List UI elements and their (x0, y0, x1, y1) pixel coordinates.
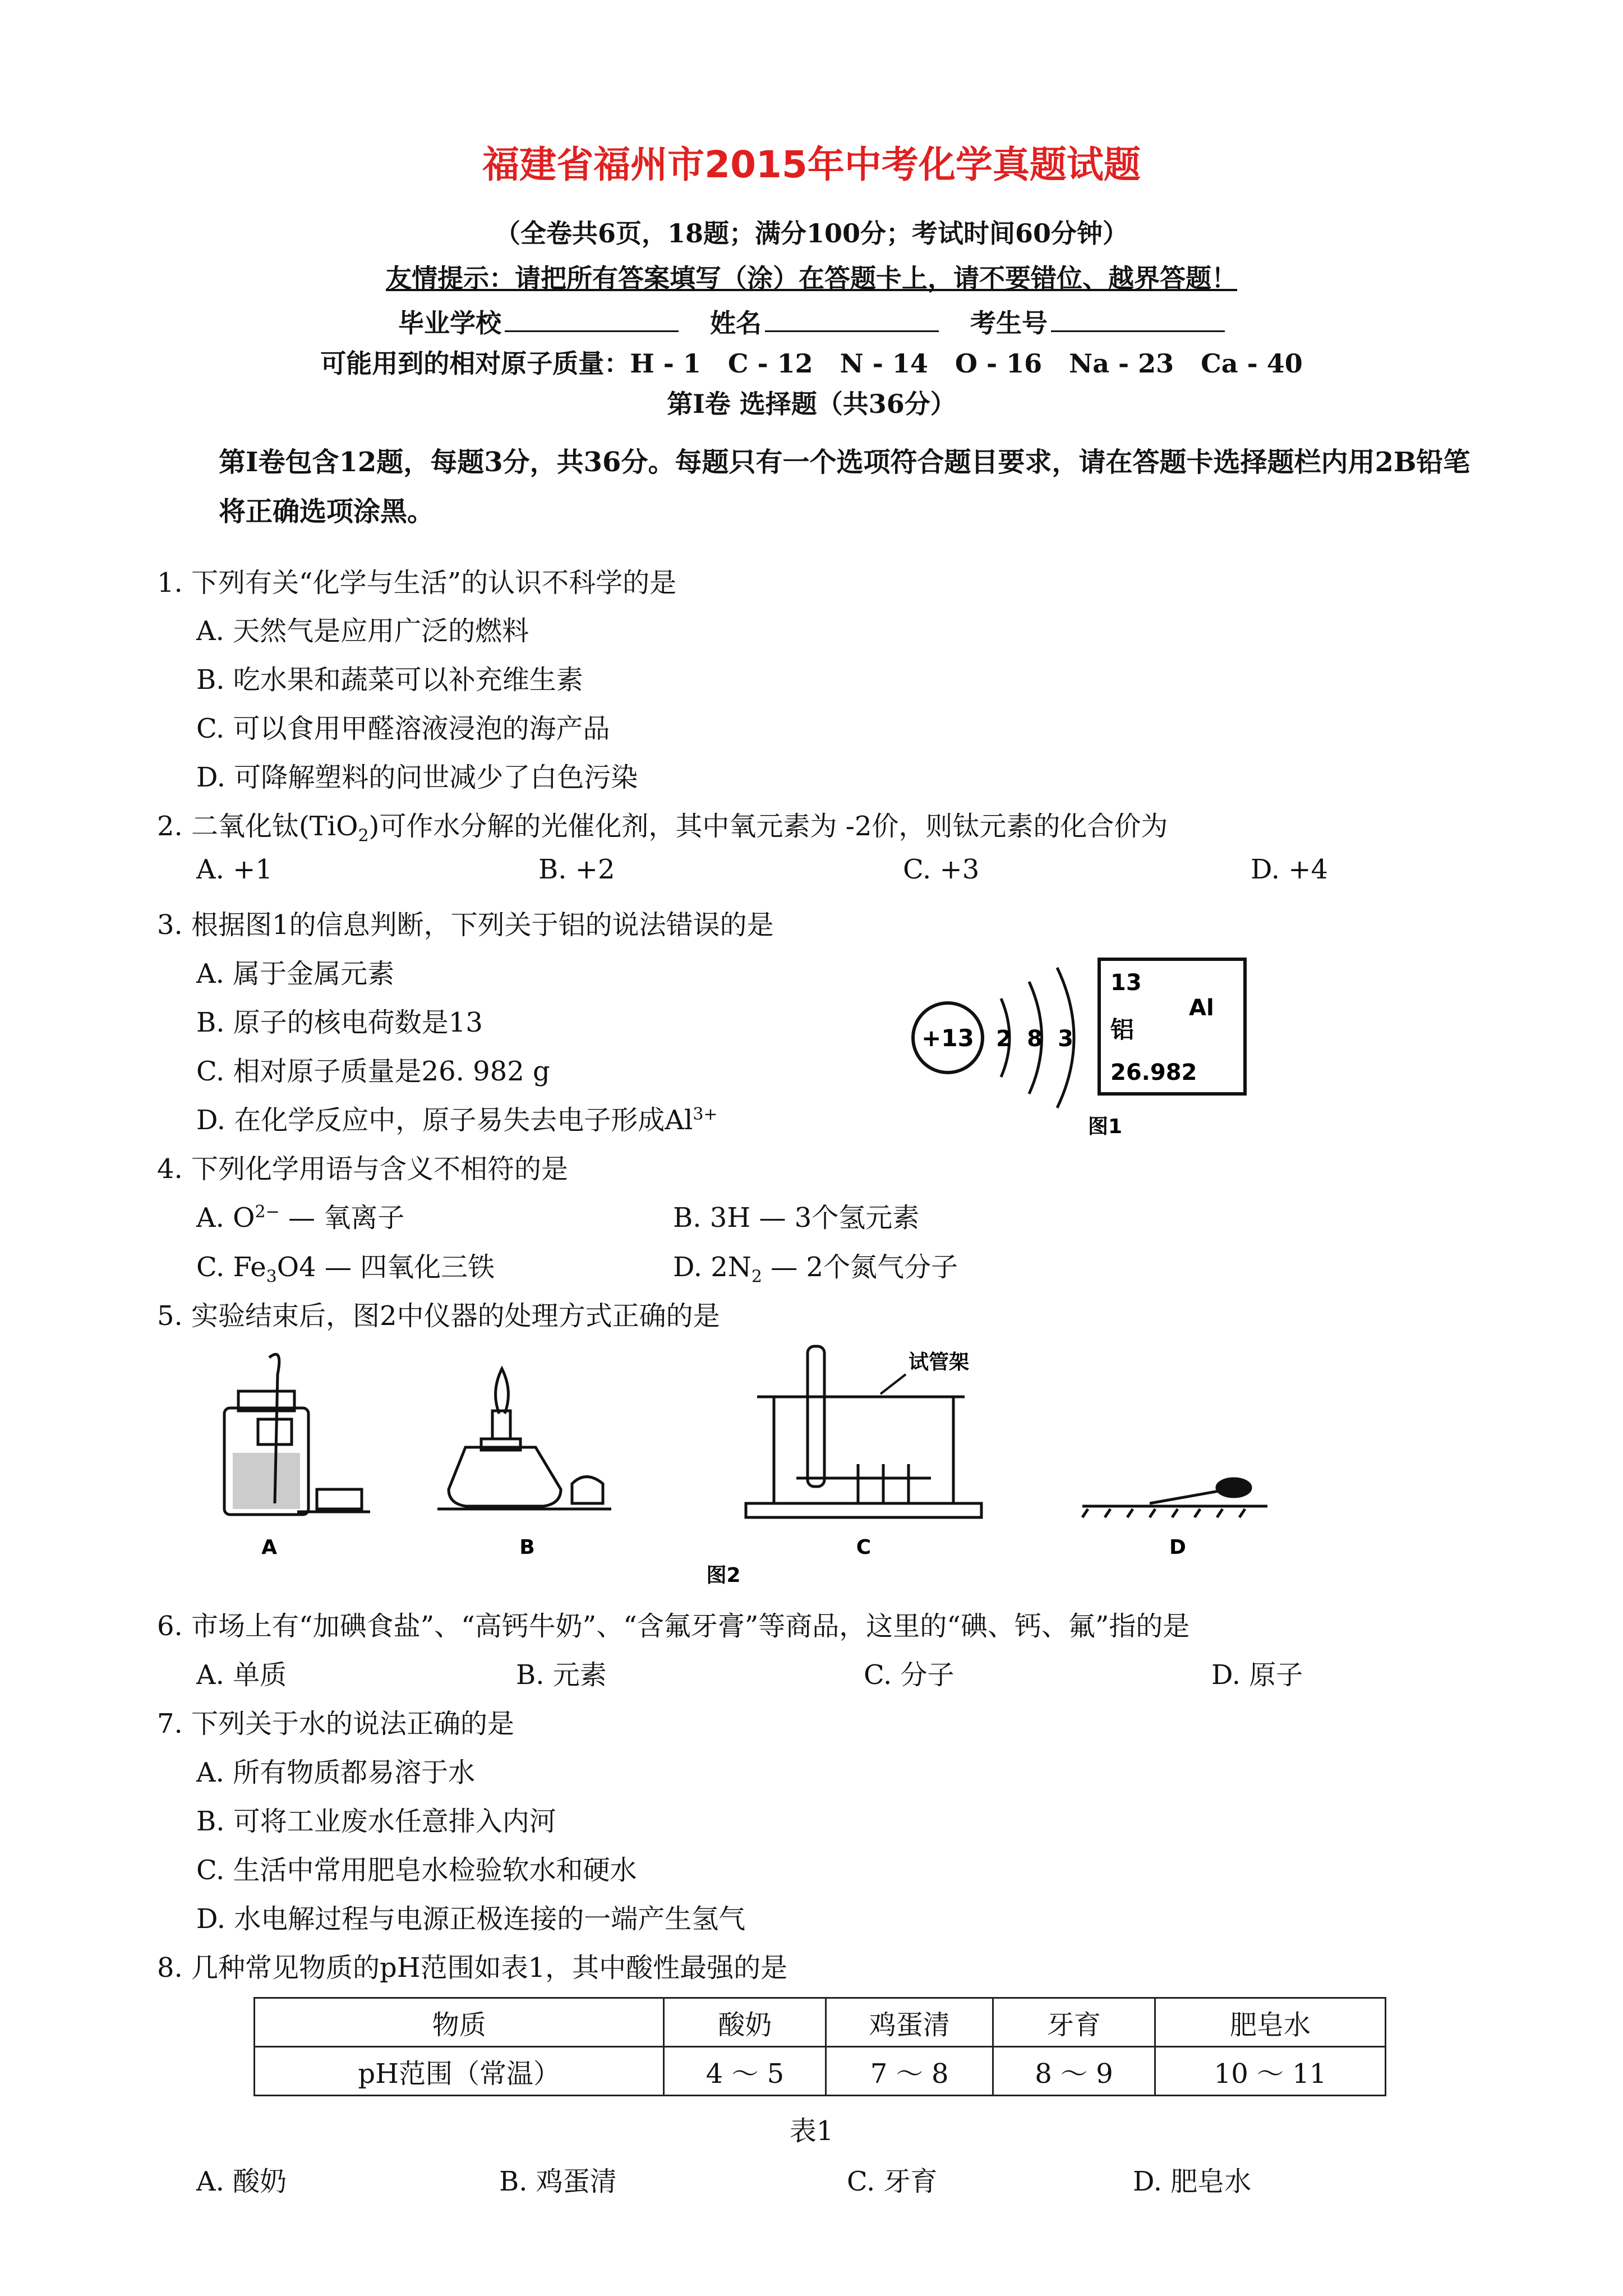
question-4-option-b[interactable]: B. 3H — 3个氢元素 (673, 1202, 920, 1234)
figure-1-caption: 图1 (1088, 1115, 1123, 1138)
question-8-stem: 8. 几种常见物质的pH范围如表1，其中酸性最强的是 (157, 1952, 788, 1984)
ph-table (253, 1997, 1386, 2096)
q2-stem-b: )可作水分解的光催化剂，其中氧元素为 -2价，则钛元素的化合价为 (368, 811, 1168, 842)
question-7-option-a[interactable]: A. 所有物质都易溶于水 (196, 1757, 476, 1788)
q4-a-sup: 2− (255, 1202, 280, 1222)
question-1-stem: 1. 下列有关“化学与生活”的认识不科学的是 (157, 567, 677, 599)
question-3-option-a[interactable]: A. 属于金属元素 (196, 958, 395, 990)
shell-1-electrons: 2 (996, 1026, 1012, 1052)
page-title: 福建省福州市2015年中考化学真题试题 (482, 143, 1141, 186)
element-name: 铝 (1110, 1016, 1135, 1043)
q4-a-prefix: A. O (196, 1202, 255, 1234)
exam-hint (0, 258, 1623, 295)
table-header-cell: 物质 (255, 1998, 664, 2047)
instrument-d-label: D (1169, 1536, 1186, 1559)
atomic-mass: 26.982 (1110, 1060, 1197, 1085)
question-8-option-a[interactable]: A. 酸奶 (196, 2166, 287, 2197)
q4-d-text: — 2个氮气分子 (762, 1251, 958, 1283)
question-6-option-c[interactable]: C. 分子 (864, 1659, 955, 1691)
question-2-option-d[interactable]: D. +4 (1251, 854, 1329, 885)
field-school-label: 毕业学校 (398, 308, 501, 338)
question-2-option-a[interactable]: A. +1 (196, 854, 273, 885)
q4-d-prefix: D. 2N (673, 1251, 751, 1283)
field-school-blank[interactable] (505, 308, 679, 332)
question-2-option-b[interactable]: B. +2 (538, 854, 615, 885)
question-3-option-c[interactable]: C. 相对原子质量是26. 982 g (196, 1056, 550, 1087)
question-8-option-c[interactable]: C. 牙育 (847, 2166, 938, 2197)
table-cell: 8 ～ 9 (993, 2047, 1155, 2096)
table-header-row (255, 1998, 1386, 2047)
field-name-label: 姓名 (710, 308, 762, 338)
atomic-number: 13 (1110, 970, 1142, 996)
table-header-cell: 鸡蛋清 (826, 1998, 993, 2047)
table-row (255, 2047, 1386, 2096)
atomic-masses: 可能用到的相对原子质量：H - 1 C - 12 N - 14 O - 16 Na - 23 Ca - 40 (320, 348, 1303, 379)
table-cell: 10 ～ 11 (1155, 2047, 1386, 2096)
q4-c-prefix: C. Fe (196, 1251, 266, 1283)
section-title: 第Ⅰ卷 选择题（共36分） (667, 389, 956, 419)
q2-stem-a: 2. 二氧化钛(TiO (157, 811, 358, 842)
shell-3-electrons: 3 (1058, 1026, 1073, 1052)
question-8-option-d[interactable]: D. 肥皂水 (1133, 2166, 1252, 2197)
table-cell: 7 ～ 8 (826, 2047, 993, 2096)
instrument-b-label: B (519, 1536, 535, 1559)
question-5-stem: 5. 实验结束后，图2中仪器的处理方式正确的是 (157, 1300, 720, 1332)
question-1-option-d[interactable]: D. 可降解塑料的问世减少了白色污染 (196, 762, 638, 793)
nucleus-charge: +13 (921, 1024, 974, 1052)
question-3-option-b[interactable]: B. 原子的核电荷数是13 (196, 1007, 483, 1038)
instrument-d-dropper (1082, 1479, 1267, 1517)
exam-hint-text: 友情提示：请把所有答案填写（涂）在答题卡上，请不要错位、越界答题！ (386, 263, 1237, 293)
question-4-option-c[interactable] (196, 1245, 495, 1287)
question-7-option-b[interactable]: B. 可将工业废水任意排入内河 (196, 1806, 556, 1837)
field-id-label: 考生号 (970, 308, 1048, 338)
q4-d-sub: 2 (751, 1267, 762, 1287)
question-3-stem: 3. 根据图1的信息判断，下列关于铝的说法错误的是 (157, 909, 774, 941)
field-id-blank[interactable] (1051, 308, 1225, 332)
question-7-stem: 7. 下列关于水的说法正确的是 (157, 1708, 515, 1740)
figure-1-aluminum (897, 954, 1256, 1144)
shell-2-electrons: 8 (1027, 1026, 1043, 1052)
q3-option-d-sup: 3+ (693, 1105, 718, 1124)
question-6-option-b[interactable]: B. 元素 (516, 1659, 607, 1691)
instrument-a-label: A (261, 1536, 277, 1559)
question-6-option-d[interactable]: D. 原子 (1211, 1659, 1303, 1691)
table-header-cell: 肥皂水 (1155, 1998, 1386, 2047)
instrument-a-bottle (224, 1354, 370, 1515)
question-6-stem: 6. 市场上有“加碘食盐”、“高钙牛奶”、“含氟牙膏”等商品，这里的“碘、钙、氟”指的是 (157, 1611, 1190, 1642)
question-6-option-a[interactable]: A. 单质 (196, 1659, 287, 1691)
q4-c-sub: 3 (266, 1267, 277, 1287)
student-fields (0, 303, 1623, 340)
q4-a-text: — 氧离子 (279, 1202, 405, 1234)
table-header-cell: 牙育 (993, 1998, 1155, 2047)
question-1-option-b[interactable]: B. 吃水果和蔬菜可以补充维生素 (196, 664, 583, 696)
question-1-option-a[interactable]: A. 天然气是应用广泛的燃料 (196, 615, 529, 647)
table-1-caption: 表1 (789, 2115, 834, 2147)
q2-stem-sub: 2 (358, 826, 369, 846)
question-7-option-c[interactable]: C. 生活中常用肥皂水检验软水和硬水 (196, 1855, 637, 1886)
q3-option-d-text: D. 在化学反应中，原子易失去电子形成Al (196, 1105, 693, 1136)
rack-label: 试管架 (909, 1351, 970, 1374)
element-symbol: Al (1189, 995, 1214, 1021)
section-intro: 第Ⅰ卷包含12题，每题3分，共36分。每题只有一个选项符合题目要求，请在答题卡选择题栏内用2B铅笔将正确选项涂黑。 (219, 447, 1470, 527)
table-cell: 4 ～ 5 (664, 2047, 826, 2096)
question-2-stem (157, 804, 1168, 846)
q4-c-text: O4 — 四氧化三铁 (276, 1251, 495, 1283)
instrument-b-lamp (437, 1369, 611, 1509)
question-4-stem: 4. 下列化学用语与含义不相符的是 (157, 1153, 569, 1185)
question-8-option-b[interactable]: B. 鸡蛋清 (499, 2166, 617, 2197)
field-name-blank[interactable] (765, 308, 939, 332)
question-4-option-a[interactable] (196, 1196, 404, 1235)
instrument-c-label: C (856, 1536, 872, 1559)
figure-2-caption: 图2 (706, 1564, 741, 1587)
table-cell: pH范围（常温） (255, 2047, 664, 2096)
exam-info: （全卷共6页，18题；满分100分；考试时间60分钟） (494, 218, 1129, 249)
table-header-cell: 酸奶 (664, 1998, 826, 2047)
question-1-option-c[interactable]: C. 可以食用甲醛溶液浸泡的海产品 (196, 713, 610, 744)
question-3-option-d[interactable] (196, 1098, 718, 1137)
question-4-option-d[interactable] (673, 1245, 958, 1287)
question-7-option-d[interactable]: D. 水电解过程与电源正极连接的一端产生氢气 (196, 1903, 746, 1935)
question-2-option-c[interactable]: C. +3 (903, 854, 980, 885)
figure-2-instruments (185, 1335, 1436, 1588)
